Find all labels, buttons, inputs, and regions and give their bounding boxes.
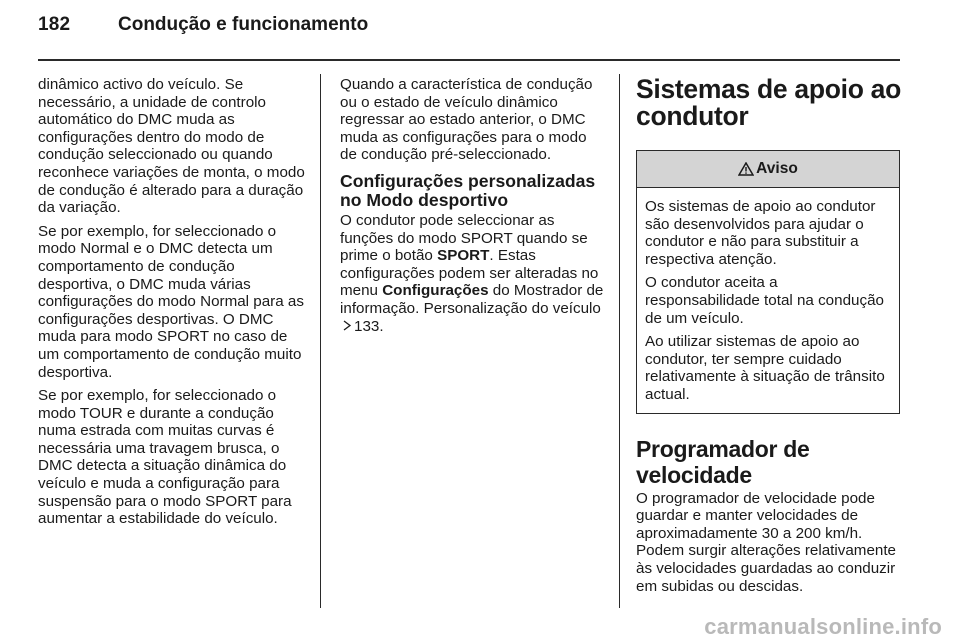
section-heading: Configurações personalizadas no Modo desportivo [340,170,596,210]
settings-menu-label: Configurações [382,282,489,300]
warning-triangle-icon [738,162,754,176]
page-reference-icon [342,318,352,336]
paragraph [340,212,606,335]
watermark: carmanualsonline.info [704,614,942,639]
paragraph: O programador de velocidade pode guardar e manter velocidades de aproximadamente 30 a 200 km/h. Podem surgir alterações relativamente às velocidades guardadas ao conduzir em subidas ou descidas. [636,489,896,595]
sport-button-label: SPORT [437,247,490,265]
paragraph: Quando a característica de condução ou o estado de veículo dinâmico regressar ao estado anterior, o DMC muda as configurações para o modo de condução pré-seleccionado. [340,76,593,164]
warning-title: Aviso [756,160,798,178]
chapter-title: Condução e funcionamento [118,14,369,35]
paragraph: O condutor aceita a responsabilidade total na condução de um veículo. [645,274,884,327]
paragraph: dinâmico activo do veículo. Se necessário, a unidade de controlo automático do DMC muda as configurações dentro do modo de condução seleccionado ou quando reconhece variações de monta, o modo de condução é alterado para a duração da variação. [38,76,305,217]
section-title: Programador de velocidade [636,435,810,488]
column-2 [340,76,606,341]
warning-header [637,151,899,188]
paragraph: Se por exemplo, for seleccionado o modo TOUR e durante a condução numa estrada com muitas curvas é necessária uma travagem brusca, o DMC detecta a situação dinâmica do veículo e muda a configuração para suspensão para o modo SPORT para aumentar a estabilidade do veículo. [38,387,292,528]
text-run: do Mostrador de informação. Personalização do veículo [340,282,604,317]
text-run: O condutor pode seleccionar as funções do modo SPORT quando se prime o botão [340,211,588,265]
paragraph: Ao utilizar sistemas de apoio ao condutor, ter sempre cuidado relativamente à situação de trânsito actual. [645,333,885,403]
header-rule [38,59,900,61]
paragraph: Os sistemas de apoio ao condutor são desenvolvidos para ajudar o condutor e não para substituir a respectiva atenção. [645,198,876,268]
column-divider-1 [320,74,321,608]
warning-box [636,150,900,414]
page-reference: 133. [354,317,384,335]
page-number: 182 [38,14,71,35]
column-3 [636,76,902,595]
warning-body [637,188,899,413]
section-title: Sistemas de apoio ao condutor [636,74,901,131]
paragraph: Se por exemplo, for seleccionado o modo Normal e o DMC detecta um comportamento de condução desportiva, o DMC muda várias configurações do modo Normal para as configurações desportivas. O DMC muda para modo SPORT no caso de um comportamento de condução muito desportiva. [38,222,304,381]
column-divider-2 [619,74,620,608]
column-1 [38,76,306,534]
text-run: . Estas configurações podem ser alteradas no menu [340,247,599,300]
